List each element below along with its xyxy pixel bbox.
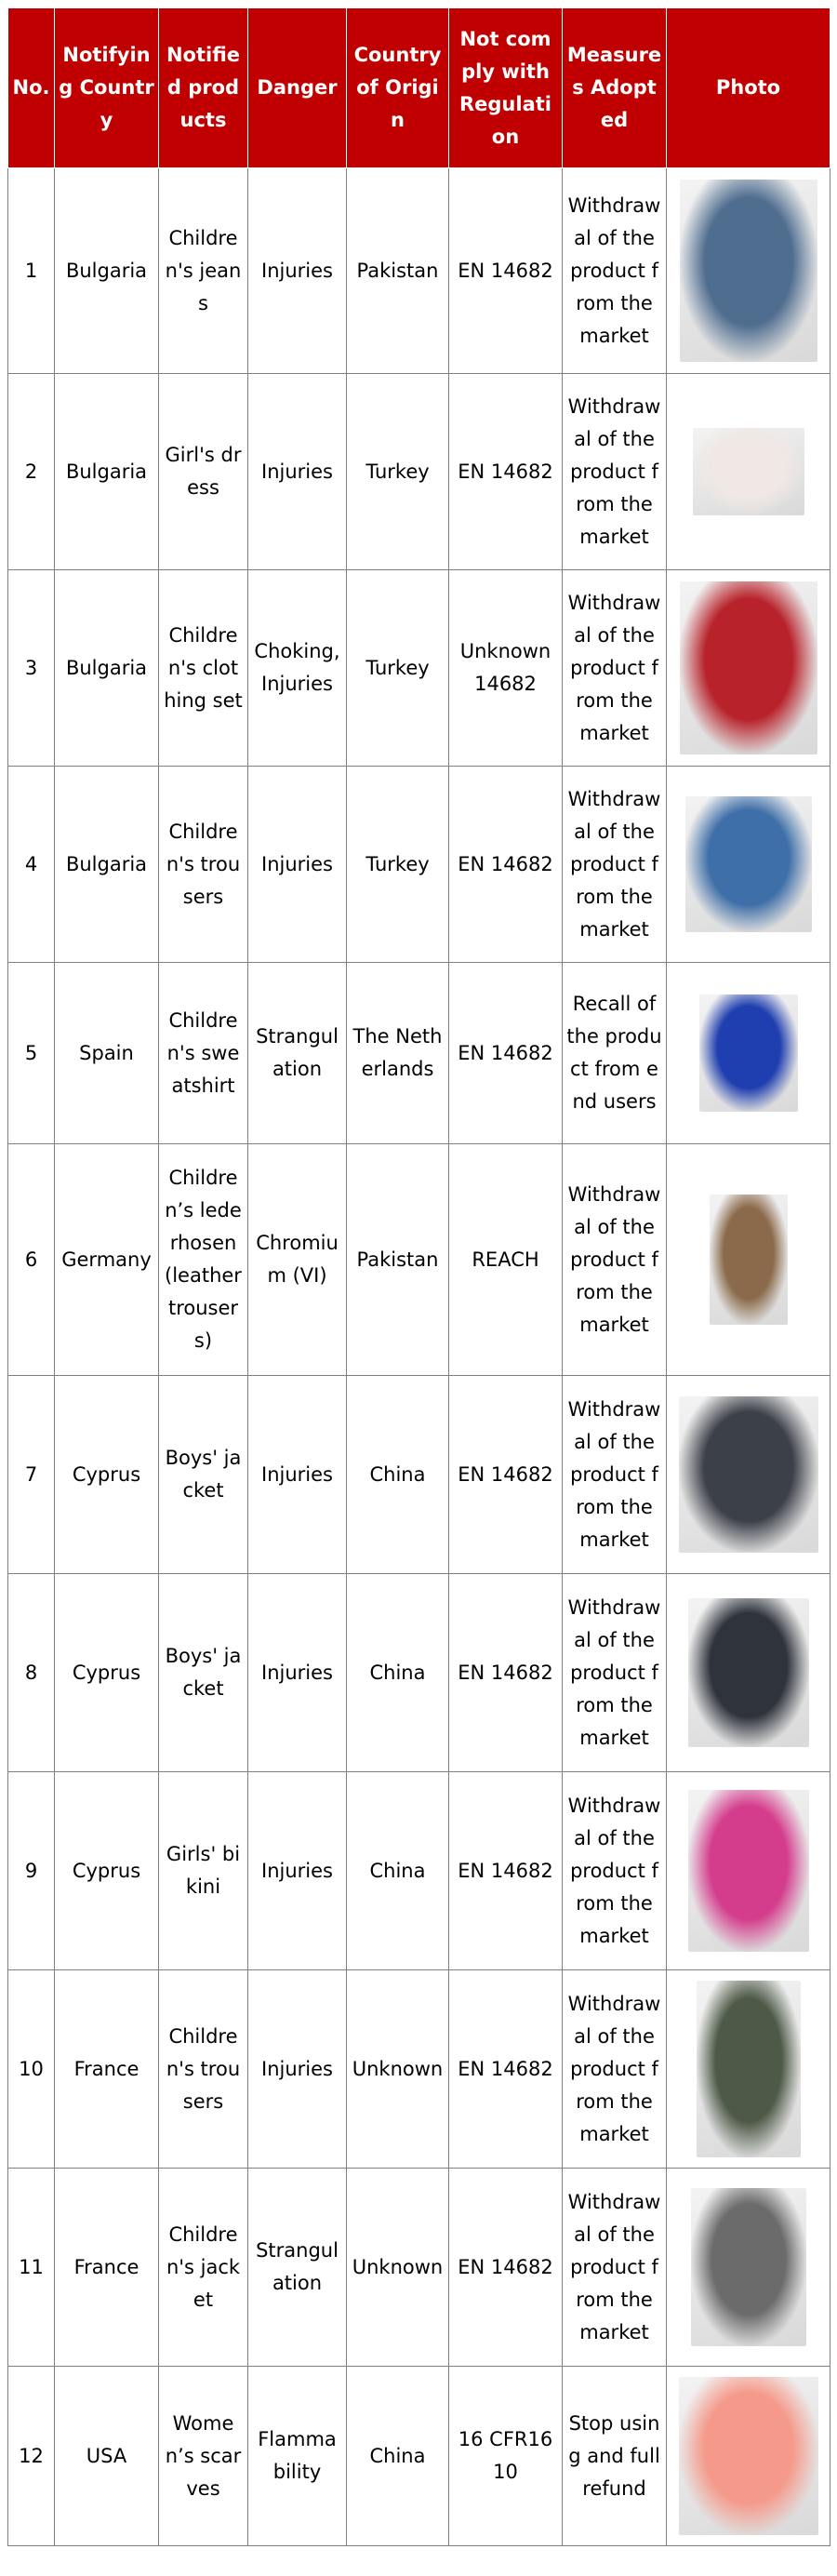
dress-photo [693,428,804,515]
cell-measure: Stop using and full refund [563,2367,667,2546]
table-row [8,1574,830,1772]
cell-country: Cyprus [55,1574,159,1772]
table-row [8,570,830,767]
cell-product: Girl's dress [159,374,248,570]
cell-no: 8 [8,1574,55,1772]
cell-measure: Withdrawal of the product from the market [563,1574,667,1772]
cell-photo [667,963,830,1144]
cell-no: 2 [8,374,55,570]
table-row [8,374,830,570]
cell-origin: China [347,1376,449,1574]
cell-measure: Withdrawal of the product from the market [563,2169,667,2367]
cell-no: 9 [8,1772,55,1970]
header-country-of-origin: Country of Origin [347,8,449,168]
cell-photo [667,1772,830,1970]
cell-country: Bulgaria [55,570,159,767]
cell-country: Bulgaria [55,767,159,963]
cell-regulation: EN 14682 [449,963,563,1144]
cell-no: 5 [8,963,55,1144]
cell-danger: Injuries [248,1376,347,1574]
header-danger: Danger [248,8,347,168]
cell-photo [667,1574,830,1772]
cell-origin: Turkey [347,570,449,767]
cell-regulation: EN 14682 [449,767,563,963]
cell-regulation: EN 14682 [449,2169,563,2367]
cell-origin: China [347,1574,449,1772]
sweatshirt-photo [699,994,798,1112]
cell-danger: Strangulation [248,2169,347,2367]
cell-product: Children's jeans [159,168,248,374]
cell-no: 11 [8,2169,55,2367]
cell-regulation: EN 14682 [449,374,563,570]
table-row [8,2169,830,2367]
cell-regulation: REACH [449,1144,563,1376]
cell-origin: Pakistan [347,1144,449,1376]
trousers-photo [685,796,812,932]
cell-origin: Unknown [347,2169,449,2367]
cell-danger: Strangulation [248,963,347,1144]
cell-product: Children's trousers [159,1970,248,2169]
clothing-set-photo [680,581,817,754]
cell-product: Boys' jacket [159,1376,248,1574]
cell-danger: Flammability [248,2367,347,2546]
cell-product: Boys' jacket [159,1574,248,1772]
cell-photo [667,2169,830,2367]
product-recall-table [7,7,830,2546]
table-row [8,168,830,374]
cell-danger: Injuries [248,767,347,963]
camo-jacket-photo [691,2188,806,2346]
cell-no: 4 [8,767,55,963]
cell-regulation: 16 CFR1610 [449,2367,563,2546]
cell-regulation: EN 14682 [449,1376,563,1574]
cell-product: Women’s scarves [159,2367,248,2546]
cell-danger: Injuries [248,1970,347,2169]
cell-measure: Withdrawal of the product from the market [563,1970,667,2169]
cell-country: France [55,1970,159,2169]
cell-photo [667,374,830,570]
cell-danger: Injuries [248,168,347,374]
cell-no: 6 [8,1144,55,1376]
header-no: No. [8,8,55,168]
header-notifying-country: Notifying Country [55,8,159,168]
table-row [8,1970,830,2169]
cell-measure: Withdrawal of the product from the market [563,767,667,963]
cell-origin: Unknown [347,1970,449,2169]
jacket-photo [679,1396,818,1553]
cell-no: 3 [8,570,55,767]
cell-product: Children's jacket [159,2169,248,2367]
cell-measure: Withdrawal of the product from the market [563,570,667,767]
lederhosen-photo [710,1195,788,1325]
cell-product: Children's clothing set [159,570,248,767]
cell-country: Bulgaria [55,168,159,374]
cell-photo [667,2367,830,2546]
cell-measure: Withdrawal of the product from the market [563,168,667,374]
cell-origin: Pakistan [347,168,449,374]
cell-no: 12 [8,2367,55,2546]
cell-country: Spain [55,963,159,1144]
cell-origin: The Netherlands [347,963,449,1144]
cell-photo [667,1970,830,2169]
cell-no: 7 [8,1376,55,1574]
cell-measure: Withdrawal of the product from the market [563,1144,667,1376]
cell-measure: Withdrawal of the product from the market [563,1772,667,1970]
table-row [8,963,830,1144]
cell-photo [667,168,830,374]
cell-photo [667,1376,830,1574]
cell-danger: Injuries [248,1772,347,1970]
cell-country: USA [55,2367,159,2546]
cell-product: Children’s lederhosen (leather trousers) [159,1144,248,1376]
cell-photo [667,767,830,963]
scarf-photo [679,2377,818,2535]
cell-country: Germany [55,1144,159,1376]
cell-country: Cyprus [55,1376,159,1574]
cell-origin: China [347,1772,449,1970]
cell-photo [667,1144,830,1376]
header-regulation: Not comply with Regulation [449,8,563,168]
cell-country: Bulgaria [55,374,159,570]
cell-regulation: EN 14682 [449,1970,563,2169]
cell-regulation: EN 14682 [449,168,563,374]
cell-measure: Withdrawal of the product from the market [563,1376,667,1574]
header-measures: Measures Adopted [563,8,667,168]
camo-trousers-photo [697,1981,801,2157]
table-row [8,1376,830,1574]
cell-measure: Recall of the product from end users [563,963,667,1144]
cell-product: Children's sweatshirt [159,963,248,1144]
cell-origin: Turkey [347,767,449,963]
cell-regulation: EN 14682 [449,1772,563,1970]
cell-product: Children's trousers [159,767,248,963]
table-header-row [8,8,830,168]
cell-country: France [55,2169,159,2367]
cell-country: Cyprus [55,1772,159,1970]
header-notified-products: Notified products [159,8,248,168]
cell-no: 1 [8,168,55,374]
table-row [8,1144,830,1376]
cell-product: Girls' bikini [159,1772,248,1970]
jeans-photo [680,180,817,362]
cell-measure: Withdrawal of the product from the market [563,374,667,570]
cell-photo [667,570,830,767]
cell-origin: Turkey [347,374,449,570]
table-row [8,767,830,963]
cell-danger: Choking, Injuries [248,570,347,767]
cell-no: 10 [8,1970,55,2169]
table-row [8,2367,830,2546]
cell-danger: Injuries [248,374,347,570]
jacket-photo [688,1598,809,1747]
header-photo: Photo [667,8,830,168]
cell-regulation: Unknown 14682 [449,570,563,767]
table-row [8,1772,830,1970]
cell-danger: Injuries [248,1574,347,1772]
cell-regulation: EN 14682 [449,1574,563,1772]
cell-origin: China [347,2367,449,2546]
bikini-photo [688,1790,809,1952]
cell-danger: Chromium (VI) [248,1144,347,1376]
